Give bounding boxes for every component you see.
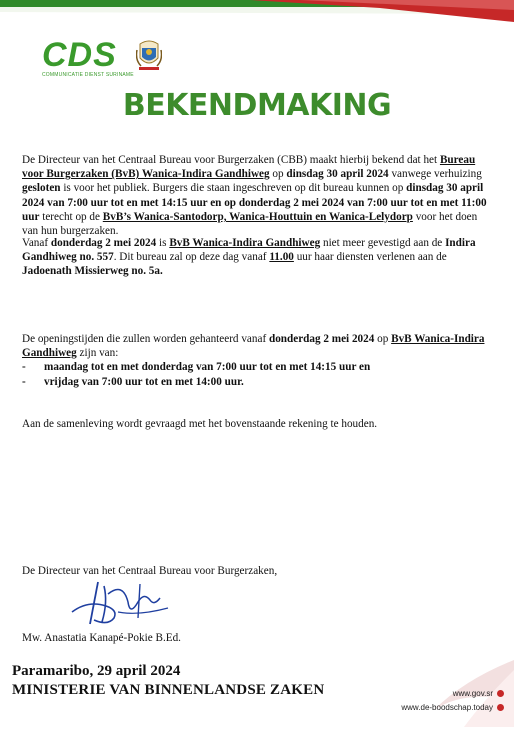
- closure-date: dinsdag 30 april 2024: [286, 168, 389, 181]
- paragraph-opening-hours: [22, 332, 490, 389]
- text-segment: is: [156, 237, 170, 249]
- text-segment: . Dit bureau zal op deze dag vanaf: [113, 251, 270, 264]
- text-segment: voor het doen van hun burgerzaken.: [22, 210, 478, 238]
- signature-title: De Directeur van het Centraal Bureau voor Burgerzaken,: [22, 565, 278, 577]
- relocation-date: donderdag 2 mei 2024: [50, 237, 157, 249]
- text-segment: Vanaf: [22, 237, 51, 249]
- alternative-bureaus: BvB’s Wanica-Santodorp, Wanica-Houttuin en Wanica-Lelydorp: [102, 210, 413, 223]
- bureau-name: BvB Wanica-Indira Gandhiweg: [22, 333, 485, 360]
- website-boodschap-text[interactable]: www.de-boodschap.today: [401, 703, 493, 712]
- cds-logo: [42, 38, 137, 78]
- text-segment: terecht op de: [39, 210, 103, 223]
- bureau-name: BvB Wanica-Indira Gandhiweg: [169, 237, 321, 249]
- website-gov-text[interactable]: www.gov.sr: [452, 689, 493, 698]
- paragraph-closing-request: Aan de samenleving wordt gevraagd met het bovenstaande rekening te houden.: [22, 418, 378, 430]
- text-segment: De openingstijden die zullen worden gehanteerd vanaf: [22, 333, 269, 345]
- page-title: BEKENDMAKING: [122, 88, 392, 123]
- website-gov[interactable]: [453, 689, 504, 698]
- paragraph-closure-notice: [22, 153, 490, 238]
- text-segment: op: [269, 168, 287, 181]
- paragraph-relocation: [22, 236, 490, 279]
- text-segment: zijn van:: [76, 347, 119, 360]
- bureau-name: Bureau voor Burgerzaken (BvB) Wanica-Indira Gandhiweg: [22, 154, 476, 181]
- cds-logo-text: CDS: [42, 36, 117, 74]
- globe-icon: [497, 704, 504, 711]
- new-address: Jadoenath Missierweg no. 5a.: [22, 265, 163, 278]
- alternative-hours: dinsdag 30 april 2024 van 7:00 uur tot en met 14:15 uur en op donderdag 2 mei 2024 van 7:00 uur tot en met 11:00 uur: [22, 182, 487, 223]
- opening-hours-list: [22, 360, 490, 388]
- text-segment: uur haar diensten verlenen aan de: [293, 251, 447, 264]
- old-address: Indira Gandhiweg no. 557: [22, 237, 476, 264]
- closed-word: gesloten: [22, 182, 61, 195]
- text-segment: niet meer gevestigd aan de: [320, 237, 446, 249]
- text-segment: is voor het publiek. Burgers die staan ingeschreven op dit bureau kunnen op: [60, 182, 407, 195]
- text-segment: De Directeur van het Centraal Bureau voor Burgerzaken (CBB) maakt hierbij bekend dat het: [22, 154, 440, 166]
- list-item: - vrijdag van 7:00 uur tot en met 14:00 uur.: [22, 375, 490, 389]
- effective-date: donderdag 2 mei 2024: [268, 333, 375, 345]
- footer-date: Paramaribo, 29 april 2024: [12, 663, 181, 679]
- text-segment: op: [374, 333, 392, 345]
- coat-of-arms-icon: [136, 38, 162, 74]
- signatory-name: Mw. Anastatia Kanapé-Pokie B.Ed.: [22, 632, 181, 644]
- website-boodschap[interactable]: [401, 703, 504, 712]
- handwritten-signature: [68, 572, 178, 632]
- cds-logo-subtitle: COMMUNICATIE DIENST SURINAME: [42, 72, 134, 78]
- text-segment: vanwege verhuizing: [388, 168, 482, 181]
- globe-icon: [497, 690, 504, 697]
- list-item: - maandag tot en met donderdag van 7:00 uur tot en met 14:15 uur en: [22, 360, 490, 374]
- top-decorative-bar: [0, 0, 514, 24]
- ministry-name: MINISTERIE VAN BINNENLANDSE ZAKEN: [12, 682, 325, 698]
- start-time: 11.00: [269, 251, 294, 264]
